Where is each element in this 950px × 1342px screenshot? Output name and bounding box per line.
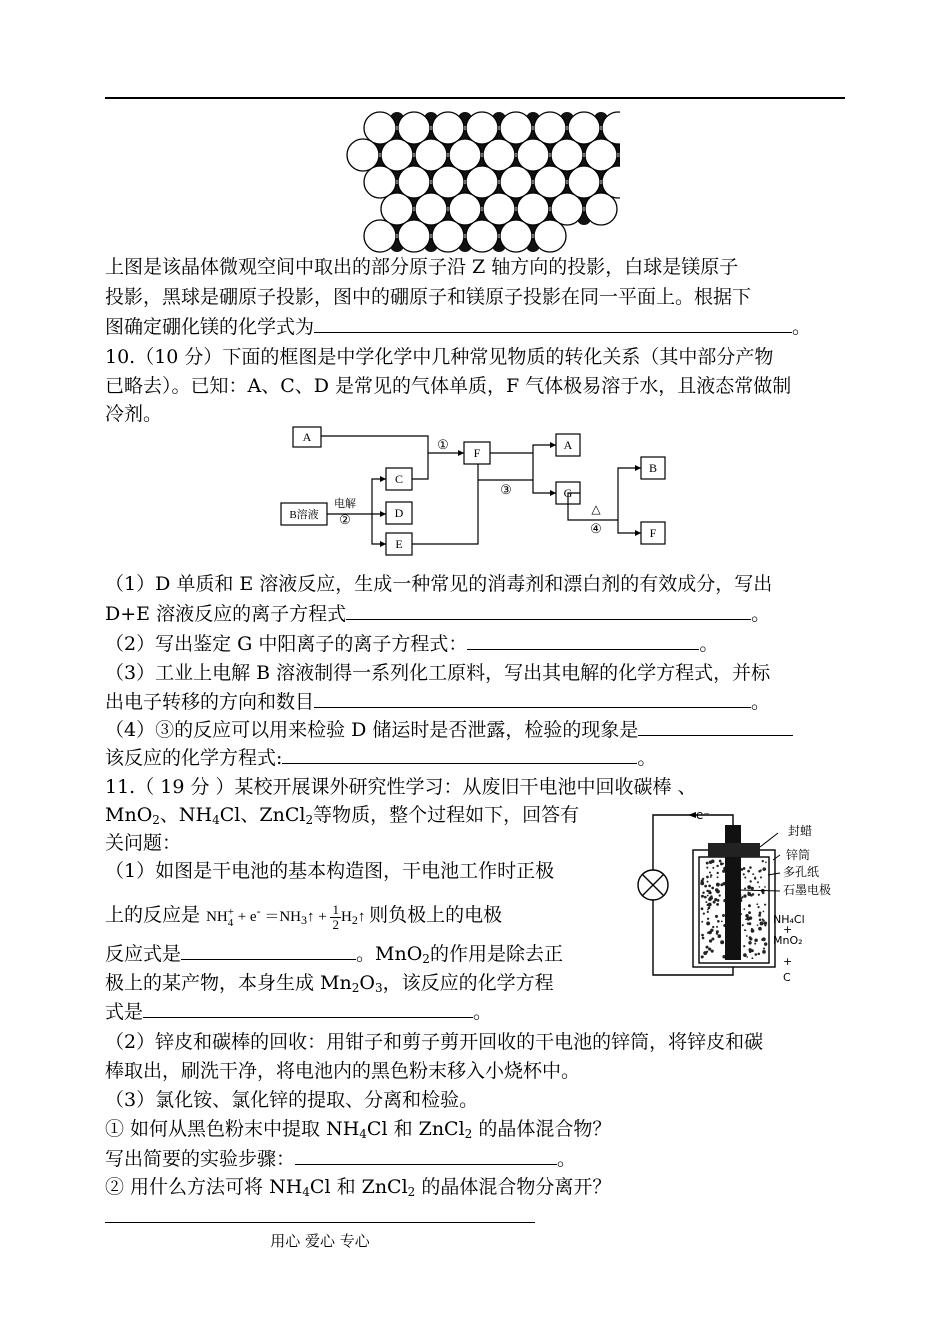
powder-dot: [712, 867, 714, 869]
powder-dot: [748, 892, 750, 894]
text-line: 出电子转移的方向和数目 。: [105, 691, 771, 713]
powder-dot: [717, 934, 721, 938]
powder-dot: [720, 883, 723, 886]
powder-dot: [722, 863, 724, 865]
label-plus-2: +: [783, 955, 793, 968]
magnesium-atom: [483, 139, 515, 171]
magnesium-atom: [585, 139, 617, 171]
magnesium-atom: [398, 112, 430, 144]
powder-dot: [749, 937, 752, 940]
magnesium-atom: [500, 220, 532, 252]
text-line: MnO$_2$、$NH_4Cl$、ZnCl$_2$等物质，整个过程如下，回答有: [105, 804, 580, 827]
powder-dot: [764, 942, 767, 945]
text-line: 极上的某产物，本身生成 $Mn_2O_3$，该反应的化学方程: [105, 972, 554, 995]
powder-dot: [706, 862, 709, 865]
powder-dot: [747, 870, 750, 873]
powder-dot: [707, 895, 709, 897]
node-b-solution: B溶液: [289, 509, 319, 521]
label-plus-1: +: [783, 923, 793, 936]
magnesium-atom: [432, 112, 464, 144]
magnesium-atom: [517, 139, 549, 171]
answer-blank[interactable]: [181, 941, 356, 960]
powder-dot: [758, 906, 760, 908]
powder-dot: [741, 896, 743, 898]
powder-dot: [710, 874, 712, 876]
powder-dot: [702, 937, 705, 940]
powder-dot: [706, 867, 708, 869]
powder-dot: [764, 921, 768, 925]
powder-dot: [747, 923, 749, 925]
magnesium-atom: [364, 112, 396, 144]
magnesium-atom: [449, 139, 481, 171]
node-g: G: [563, 486, 573, 500]
answer-blank[interactable]: [282, 745, 637, 764]
powder-dot: [746, 935, 748, 937]
powder-dot: [721, 920, 723, 922]
powder-dot: [760, 869, 762, 871]
powder-dot: [758, 894, 760, 896]
powder-dot: [713, 901, 716, 904]
powder-dot: [706, 921, 710, 925]
answer-blank[interactable]: [346, 601, 751, 620]
powder-dot: [711, 950, 714, 953]
powder-dot: [707, 932, 709, 934]
magnesium-atom: [534, 166, 566, 198]
powder-dot: [743, 894, 746, 897]
powder-dot: [715, 915, 718, 918]
powder-dot: [716, 883, 720, 887]
powder-dot: [751, 957, 753, 959]
magnesium-atom: [398, 220, 430, 252]
powder-dot: [706, 946, 709, 949]
magnesium-atom: [364, 220, 396, 252]
label-paper: 多孔纸: [783, 865, 820, 879]
label-step-3: ③: [500, 482, 512, 497]
powder-dot: [706, 951, 708, 953]
label-mno2: MnO₂: [773, 934, 803, 947]
powder-dot: [762, 918, 764, 920]
powder-dot: [763, 947, 765, 949]
powder-dot: [717, 876, 719, 878]
answer-blank[interactable]: [314, 689, 751, 708]
powder-dot: [717, 872, 719, 874]
powder-dot: [744, 888, 746, 890]
text-line: 该反应的化学方程式: 。: [105, 747, 657, 769]
text-line: （3）工业上电解 B 溶液制得一系列化工原料，写出其电解的化学方程式，并标: [105, 662, 771, 684]
powder-dot: [759, 912, 761, 914]
powder-dot: [751, 887, 754, 890]
powder-dot: [743, 908, 745, 910]
magnesium-atom: [585, 193, 617, 225]
powder-dot: [709, 939, 712, 942]
magnesium-atom: [364, 166, 396, 198]
text-line: （4）③的反应可以用来检验 D 储运时是否泄露，检验的现象是: [105, 716, 793, 744]
powder-dot: [762, 950, 766, 954]
magnesium-atom: [432, 220, 464, 252]
powder-dot: [744, 876, 746, 878]
text-line: 棒取出，刷洗干净，将电池内的黑色粉末移入小烧杯中。: [105, 1060, 581, 1082]
text-line: 已略去）。已知：A、C、D 是常见的气体单质，F 气体极易溶于水，且液态常做制: [105, 375, 792, 397]
text-line: 关问题：: [105, 832, 182, 854]
footer-rule: [105, 1222, 535, 1223]
powder-dot: [754, 953, 757, 956]
text-line: 式是 。: [105, 1001, 493, 1023]
powder-dot: [703, 912, 705, 914]
magnesium-atom: [517, 193, 549, 225]
powder-dot: [716, 890, 720, 894]
magnesium-atom: [398, 166, 430, 198]
powder-dot: [707, 911, 709, 913]
fraction-one-half: $\frac{1}{2}$: [332, 902, 339, 933]
crystal-projection-figure: [330, 108, 620, 253]
powder-dot: [717, 920, 720, 923]
magnesium-atom: [483, 193, 515, 225]
powder-dot: [702, 891, 704, 893]
powder-dot: [719, 860, 722, 863]
text-line: （2）锌皮和碳棒的回收：用钳子和剪子剪开回收的干电池的锌筒，将锌皮和碳: [105, 1031, 764, 1053]
label-heat: △: [591, 502, 601, 516]
powder-dot: [749, 866, 752, 869]
powder-dot: [752, 873, 754, 875]
powder-dot: [745, 918, 747, 920]
node-a2: A: [563, 438, 573, 452]
powder-dot: [750, 894, 752, 896]
text-line: 上图是该晶体微观空间中取出的部分原子沿 Z 轴方向的投影，白球是镁原子: [105, 256, 739, 278]
powder-dot: [760, 876, 762, 878]
wax-seal: [708, 843, 760, 857]
conversion-flowchart: [278, 420, 678, 560]
powder-dot: [722, 914, 725, 917]
powder-dot: [716, 926, 718, 928]
magnesium-atom: [415, 139, 447, 171]
powder-dot: [764, 886, 766, 888]
powder-dot: [754, 943, 756, 945]
magnesium-atom: [466, 220, 498, 252]
node-f: F: [473, 446, 481, 460]
powder-dot: [712, 926, 714, 928]
label-nh4cl: NH₄Cl: [773, 913, 805, 926]
powder-dot: [758, 953, 761, 956]
powder-dot: [745, 914, 749, 918]
label-graphite: 石墨电极: [783, 883, 832, 897]
powder-dot: [751, 929, 755, 933]
powder-dot: [762, 867, 766, 871]
powder-dot: [708, 890, 711, 893]
magnesium-atom: [381, 193, 413, 225]
powder-dot: [743, 953, 747, 957]
node-f2: F: [649, 526, 657, 540]
powder-dot: [742, 924, 744, 926]
powder-dot: [701, 955, 704, 958]
powder-dot: [708, 948, 711, 951]
powder-dot: [760, 921, 764, 925]
powder-dot: [711, 887, 714, 890]
magnesium-atom: [551, 139, 583, 171]
powder-dot: [757, 924, 759, 926]
powder-dot: [707, 918, 709, 920]
powder-dot: [716, 865, 718, 867]
powder-dot: [749, 916, 752, 919]
powder-dot: [701, 934, 704, 937]
powder-dot: [709, 872, 711, 874]
powder-dot: [707, 904, 710, 907]
powder-dot: [711, 938, 714, 941]
dry-cell-diagram: [628, 805, 853, 985]
powder-dot: [707, 909, 709, 911]
powder-dot: [743, 945, 745, 947]
powder-dot: [707, 881, 709, 883]
powder-dot: [704, 885, 707, 888]
magnesium-atom: [534, 220, 566, 252]
label-c: C: [783, 971, 791, 984]
powder-dot: [701, 921, 703, 923]
question-11-heading: 11.（ 19 分 ）某校开展课外研究性学习：从废旧干电池中回收碳棒 、: [105, 776, 697, 798]
powder-dot: [759, 886, 761, 888]
powder-dot: [763, 911, 765, 913]
powder-dot: [764, 904, 766, 906]
electron-label: e⁻: [696, 808, 710, 822]
page-footer: 用心 爱心 专心: [270, 1232, 370, 1250]
magnesium-atom: [568, 166, 600, 198]
magnesium-atom: [347, 139, 379, 171]
powder-dot: [718, 894, 720, 896]
label-step-1: ①: [437, 437, 449, 452]
node-a: A: [302, 430, 312, 444]
header-rule: [105, 97, 845, 99]
magnesium-atom: [500, 166, 532, 198]
powder-dot: [748, 941, 751, 944]
powder-dot: [743, 873, 745, 875]
text-line: （2）写出鉴定 G 中阳离子的离子方程式： 。: [105, 633, 719, 655]
node-e: E: [395, 537, 403, 551]
magnesium-atom: [534, 112, 566, 144]
label-electrolysis: 电解: [334, 498, 356, 510]
powder-dot: [758, 927, 762, 931]
powder-dot: [744, 929, 746, 931]
answer-blank[interactable]: [467, 631, 699, 650]
text-line: 写出简要的实验步骤： 。: [105, 1148, 577, 1170]
text-line: （1）D 单质和 E 溶液反应，生成一种常见的消毒剂和漂白剂的有效成分，写出: [105, 573, 773, 595]
powder-dot: [709, 861, 712, 864]
powder-dot: [748, 904, 751, 907]
text-line: 图确定硼化镁的化学式为 。: [105, 316, 812, 338]
powder-dot: [757, 881, 759, 883]
question-10-heading: 10.（10 分）下面的框图是中学化学中几种常见物质的转化关系（其中部分产物: [105, 346, 774, 368]
powder-dot: [762, 937, 766, 941]
powder-dot: [705, 901, 707, 903]
powder-dot: [746, 956, 748, 958]
powder-dot: [762, 860, 764, 862]
answer-blank[interactable]: [314, 314, 792, 333]
powder-dot: [722, 870, 725, 873]
powder-dot: [752, 893, 755, 896]
powder-dot: [748, 911, 751, 914]
magnesium-atom: [466, 112, 498, 144]
text-line: （3）氯化铵、氯化锌的提取、分离和检验。: [105, 1089, 479, 1111]
text-line: 反应式是 。MnO$_2$的作用是除去正: [105, 943, 563, 966]
powder-dot: [700, 881, 704, 885]
answer-blank[interactable]: [143, 999, 473, 1018]
magnesium-atom: [415, 193, 447, 225]
text-line: 上的反应是 NH + 4 + $e^- =NH_3↑$ + $\frac{1}{2}$ $H_2↑$ 则负极上的电极: [105, 902, 503, 933]
text-line: ② 用什么方法可将 $NH_4Cl$ 和 ZnCl$_2$ 的晶体混合物分离开？: [105, 1176, 612, 1199]
label-wax: 封蜡: [788, 824, 813, 838]
label-step-4: ④: [590, 521, 602, 536]
powder-dot: [716, 903, 719, 906]
answer-blank[interactable]: [638, 717, 793, 736]
magnesium-atom: [568, 112, 600, 144]
node-b: B: [648, 461, 658, 475]
cathode-equation: NH + 4 + $e^- =NH_3↑$ + $\frac{1}{2}$ $H_2↑$: [206, 902, 366, 933]
powder-dot: [759, 918, 762, 921]
powder-dot: [701, 895, 704, 898]
powder-dot: [701, 907, 704, 910]
text-line: D+E 溶液反应的离子方程式 。: [105, 603, 771, 625]
powder-dot: [754, 877, 756, 879]
node-d: D: [394, 506, 404, 520]
magnesium-atom: [381, 139, 413, 171]
powder-dot: [706, 876, 709, 879]
powder-dot: [758, 914, 761, 917]
label-step-2: ②: [339, 512, 351, 527]
magnesium-atom: [432, 166, 464, 198]
powder-dot: [764, 925, 766, 927]
powder-dot: [747, 885, 751, 889]
powder-dot: [716, 930, 719, 933]
node-c: C: [394, 472, 404, 486]
answer-blank[interactable]: [295, 1146, 557, 1165]
text-line: 冷剂。: [105, 403, 163, 425]
powder-dot: [749, 880, 751, 882]
powder-dot: [710, 895, 712, 897]
powder-dot: [748, 948, 751, 951]
powder-dot: [704, 896, 707, 899]
text-line: ① 如何从黑色粉末中提取 $NH_4Cl$ 和 ZnCl$_2$ 的晶体混合物？: [105, 1118, 612, 1141]
powder-dot: [708, 884, 711, 887]
powder-dot: [756, 903, 758, 905]
label-zinc: 锌筒: [786, 848, 811, 862]
text-line: （1）如图是干电池的基本构造图，干电池工作时正极: [105, 860, 555, 882]
magnesium-atom: [500, 112, 532, 144]
powder-dot: [765, 862, 767, 864]
powder-dot: [741, 868, 744, 871]
magnesium-atom: [551, 193, 583, 225]
powder-dot: [754, 938, 758, 942]
text-line: 投影，黑球是硼原子投影，图中的硼原子和镁原子投影在同一平面上。根据下: [105, 286, 752, 308]
powder-dot: [715, 898, 717, 900]
magnesium-atom: [449, 193, 481, 225]
magnesium-atom: [466, 166, 498, 198]
powder-dot: [720, 940, 724, 944]
